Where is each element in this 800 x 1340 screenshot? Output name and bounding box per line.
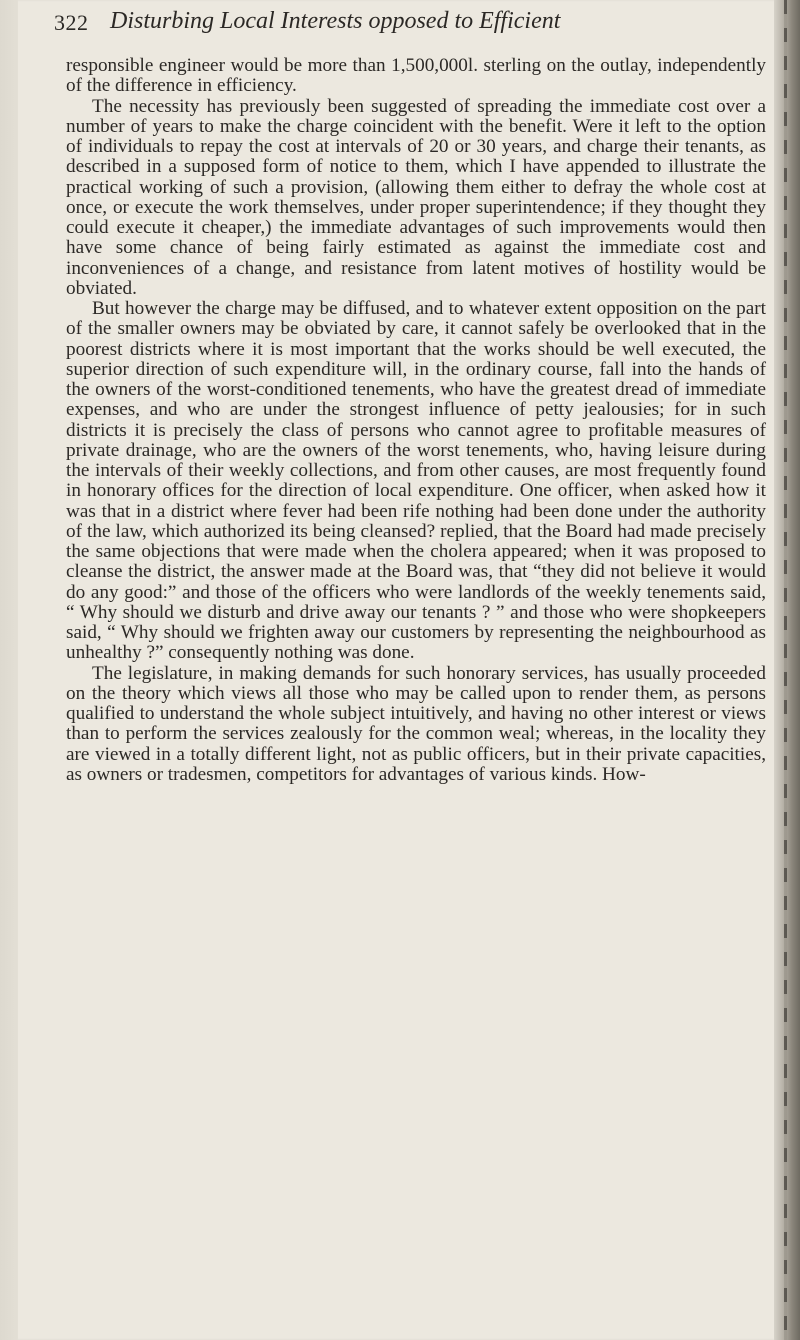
paragraph-spreading-cost: The necessity has previously been suggested of spreading the immediate cost over a number of years to make the charge coincident with the benefit. Were it left to the option of individuals to repay the cost at intervals of 20 or 30 years, and charge their tenants, as described in a supposed form of notice to them, which I have appended to illustrate the practical working of such a provision, (allowing them either to defray the whole cost at once, or execute the work themselves, under proper superintendence; if they thought they could execute it cheaper,) the immediate advantages of such improvements would then have some chance of being fairly estimated as against the immediate cost and inconveniences of a change, and resistance from latent motives of hostility would be obviated.: [66, 95, 766, 299]
paragraph-legislature: The legislature, in making demands for such honorary services, has usually proceeded on the theory which views all those who may be called upon to render them, as persons qualified to understand the whole subject intuitively, and having no other interest or views than to perform the services zealously for the common weal; whereas, in the locality they are viewed in a totally different light, not as public officers, but in their private capacities, as owners or tradesmen, competitors for advantages of various kinds. How-: [66, 662, 766, 785]
page-edge-stripes: [784, 0, 787, 1340]
paragraph-opposition: But however the charge may be diffused, and to whatever extent opposition on the part of the smaller owners may be obviated by care, it cannot safely be overlooked that in the poorest districts where it is most important that the works should be well executed, the superior direction of such expenditure will, in the ordinary course, fall into the hands of the owners of the worst-conditioned tenements, who have the greatest dread of immediate expenses, and who are under the strongest influence of petty jealousies; for in such districts it is precisely the class of persons who cannot agree to profitable measures of private drainage, who are the owners of the worst tenements, who, having leisure during the intervals of their weekly collections, and from other causes, are most frequently found in honorary offices for the direction of local expenditure. One officer, when asked how it was that in a district where fever had been rife nothing had been done under the authority of the law, which authorized its being cleansed? replied, that the Board had made precisely the same objections that were made when the cholera appeared; when it was proposed to cleanse the district, the answer made at the Board was, that “they did not believe it would do any good:” and those of the officers who were landlords of the weekly tenements said, “ Why should we disturb and drive away our tenants ? ” and those who were shopkeepers said, “ Why should we frighten away our customers by representing the neighbourhood as unhealthy ?” consequently nothing was done.: [66, 298, 766, 664]
book-spine-edge: [774, 0, 800, 1340]
running-head: Disturbing Local Interests opposed to Efficient: [110, 8, 561, 34]
body-text: [66, 56, 766, 785]
page-number: 322: [54, 10, 89, 35]
page-header: [54, 8, 774, 48]
paragraph-continuation: responsible engineer would be more than 1,500,000l. sterling on the outlay, independently of the difference in efficiency.: [66, 55, 766, 97]
